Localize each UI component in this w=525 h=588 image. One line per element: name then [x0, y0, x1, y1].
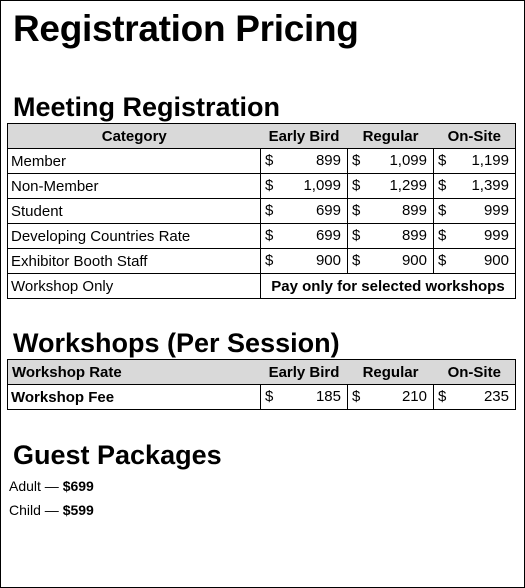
- early-bird-price: $ 699: [261, 224, 348, 249]
- guest-packages-heading: Guest Packages: [13, 440, 222, 470]
- regular-price: $ 899: [348, 224, 434, 249]
- table-header-row: [8, 360, 516, 385]
- table-row: [8, 199, 516, 224]
- regular-price: $ 1,099: [348, 149, 434, 174]
- early-bird-price: $ 1,099: [261, 174, 348, 199]
- column-header-regular: Regular: [348, 124, 434, 149]
- table-row: [8, 174, 516, 199]
- on-site-price: $ 1,399: [434, 174, 516, 199]
- workshops-table: [7, 359, 516, 410]
- workshop-only-note: Pay only for selected workshops: [261, 274, 516, 299]
- on-site-price: $ 999: [434, 199, 516, 224]
- table-row: [8, 249, 516, 274]
- on-site-price: $ 900: [434, 249, 516, 274]
- regular-price: $ 900: [348, 249, 434, 274]
- category-cell: Workshop Only: [8, 274, 261, 299]
- regular-price: $ 1,299: [348, 174, 434, 199]
- column-header-on-site: On-Site: [434, 124, 516, 149]
- on-site-price: $ 999: [434, 224, 516, 249]
- early-bird-price: $ 185: [261, 385, 348, 410]
- workshop-fee-label: Workshop Fee: [8, 385, 261, 410]
- early-bird-price: $ 899: [261, 149, 348, 174]
- column-header-regular: Regular: [348, 360, 434, 385]
- guest-package-adult: Adult — $699: [9, 478, 94, 494]
- on-site-price: $ 235: [434, 385, 516, 410]
- table-row: [8, 274, 516, 299]
- table-row: [8, 149, 516, 174]
- column-header-on-site: On-Site: [434, 360, 516, 385]
- table-row: [8, 224, 516, 249]
- workshops-heading: Workshops (Per Session): [13, 328, 340, 358]
- category-cell: Developing Countries Rate: [8, 224, 261, 249]
- regular-price: $ 210: [348, 385, 434, 410]
- category-cell: Student: [8, 199, 261, 224]
- column-header-early-bird: Early Bird: [261, 360, 348, 385]
- page-title: Registration Pricing: [13, 8, 359, 49]
- column-header-category: Category: [8, 124, 261, 149]
- category-cell: Exhibitor Booth Staff: [8, 249, 261, 274]
- meeting-registration-heading: Meeting Registration: [13, 92, 281, 122]
- regular-price: $ 899: [348, 199, 434, 224]
- on-site-price: $ 1,199: [434, 149, 516, 174]
- early-bird-price: $ 900: [261, 249, 348, 274]
- meeting-registration-table: [7, 123, 516, 299]
- column-header-workshop-rate: Workshop Rate: [8, 360, 261, 385]
- early-bird-price: $ 699: [261, 199, 348, 224]
- table-header-row: [8, 124, 516, 149]
- guest-package-child: Child — $599: [9, 502, 94, 518]
- category-cell: Non-Member: [8, 174, 261, 199]
- category-cell: Member: [8, 149, 261, 174]
- table-row: [8, 385, 516, 410]
- column-header-early-bird: Early Bird: [261, 124, 348, 149]
